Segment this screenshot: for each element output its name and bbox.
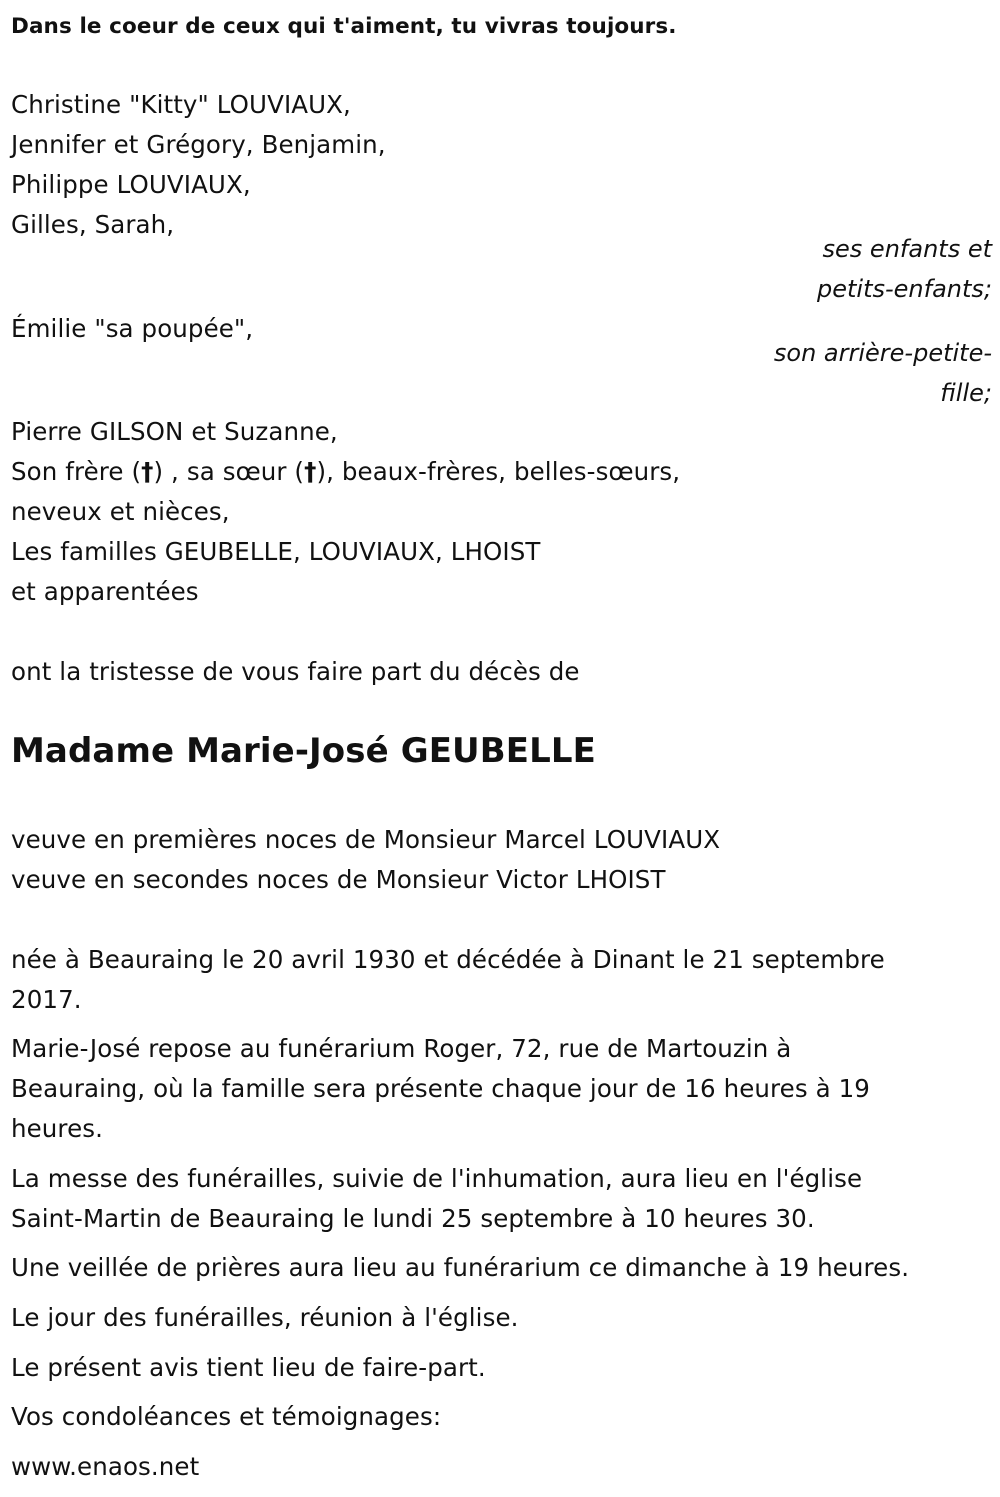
family-line: neveux et nièces, bbox=[11, 497, 230, 526]
family-line: Christine "Kitty" LOUVIAUX, bbox=[11, 90, 351, 119]
family-line: Jennifer et Grégory, Benjamin, bbox=[11, 130, 386, 159]
repose-info: Marie-José repose au funérarium Roger, 72, rue de Martouzin à bbox=[11, 1034, 792, 1063]
family-line: Philippe LOUVIAUX, bbox=[11, 170, 251, 199]
relation-label: petits-enfants; bbox=[817, 275, 992, 303]
epigraph: Dans le coeur de ceux qui t'aiment, tu vivras toujours. bbox=[11, 14, 677, 39]
announcement: ont la tristesse de vous faire part du décès de bbox=[11, 657, 580, 686]
obituary-notice bbox=[11, 0, 992, 1497]
website-link[interactable]: www.enaos.net bbox=[11, 1452, 200, 1481]
siblings-prefix: Son frère ( bbox=[11, 457, 142, 486]
condolences-label: Vos condoléances et témoignages: bbox=[11, 1402, 442, 1431]
cross-icon: † bbox=[141, 457, 154, 486]
mass-info: Saint-Martin de Beauraing le lundi 25 septembre à 10 heures 30. bbox=[11, 1204, 815, 1233]
siblings-middle: ) , sa sœur ( bbox=[153, 457, 305, 486]
family-line: et apparentées bbox=[11, 577, 199, 606]
deceased-name: Madame Marie-José GEUBELLE bbox=[11, 731, 596, 771]
mass-info: La messe des funérailles, suivie de l'inhumation, aura lieu en l'église bbox=[11, 1164, 863, 1193]
family-line: Gilles, Sarah, bbox=[11, 210, 175, 239]
meeting-info: Le jour des funérailles, réunion à l'église. bbox=[11, 1303, 519, 1332]
birth-death: 2017. bbox=[11, 985, 82, 1014]
family-line: Émilie "sa poupée", bbox=[11, 314, 254, 343]
widowhood-line: veuve en premières noces de Monsieur Marcel LOUVIAUX bbox=[11, 825, 721, 854]
notice-info: Le présent avis tient lieu de faire-part. bbox=[11, 1353, 486, 1382]
relation-label: fille; bbox=[940, 379, 992, 407]
family-line-siblings bbox=[11, 457, 680, 487]
birth-death: née à Beauraing le 20 avril 1930 et décédée à Dinant le 21 septembre bbox=[11, 945, 885, 974]
relation-label: ses enfants et bbox=[822, 235, 992, 263]
relation-label: son arrière-petite- bbox=[773, 339, 992, 367]
vigil-info: Une veillée de prières aura lieu au funérarium ce dimanche à 19 heures. bbox=[11, 1253, 910, 1282]
family-line: Les familles GEUBELLE, LOUVIAUX, LHOIST bbox=[11, 537, 541, 566]
repose-info: heures. bbox=[11, 1114, 103, 1143]
family-line: Pierre GILSON et Suzanne, bbox=[11, 417, 338, 446]
cross-icon: † bbox=[304, 457, 317, 486]
repose-info: Beauraing, où la famille sera présente chaque jour de 16 heures à 19 bbox=[11, 1074, 870, 1103]
siblings-suffix: ), beaux-frères, belles-sœurs, bbox=[316, 457, 681, 486]
widowhood-line: veuve en secondes noces de Monsieur Victor LHOIST bbox=[11, 865, 666, 894]
